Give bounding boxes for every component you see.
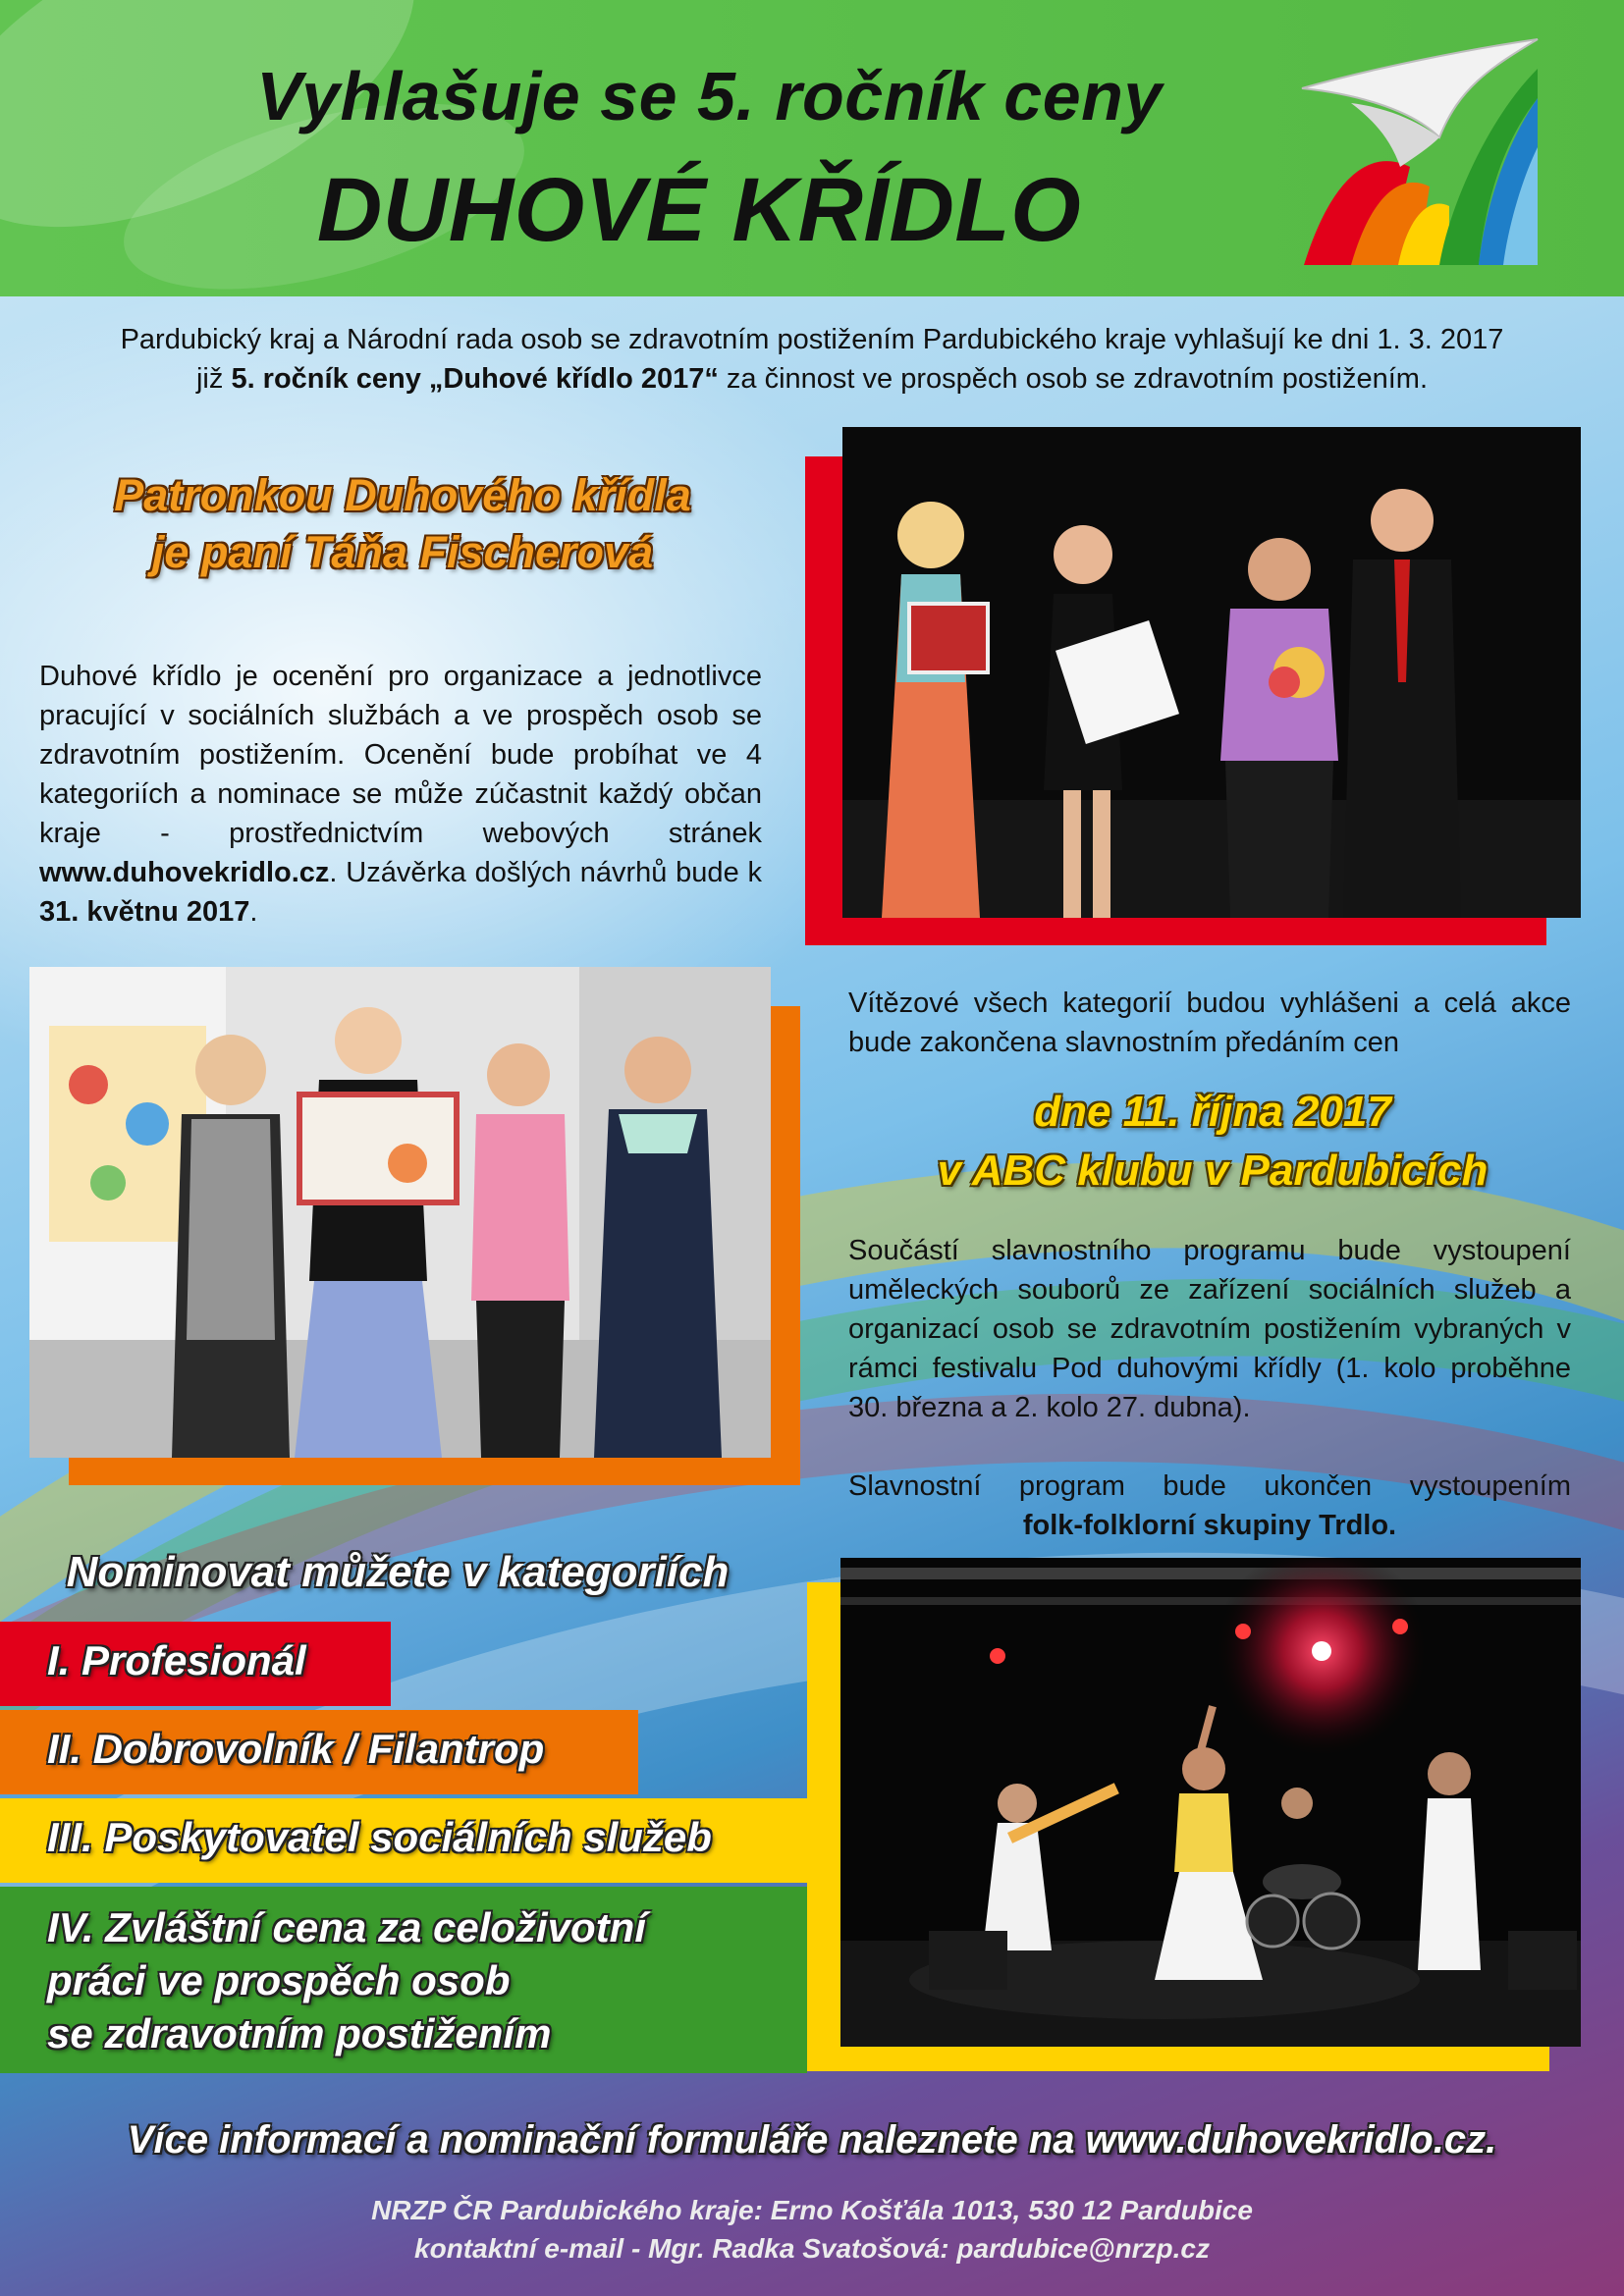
footer-contact: kontaktní e-mail - Mgr. Radka Svatošová: pardubice@nrzp.cz bbox=[414, 2233, 1210, 2264]
about-text-b: . Uzávěrka došlých návrhů bude k bbox=[329, 857, 762, 888]
concert-stage-photo bbox=[840, 1558, 1581, 2047]
header-title-line1: Vyhlašuje se 5. ročník ceny bbox=[256, 58, 1163, 134]
event-date-heading bbox=[844, 1083, 1581, 1201]
program-text: Součástí slavnostního programu bude vystoupení uměleckých souborů ze zařízení sociálních služeb a organizací osob se zdravotním postižením vybraných v rámci festivalu Pod duhovými křídly (1. kolo proběhne 30. března a 2. kolo 27. dubna). bbox=[848, 1235, 1571, 1423]
category-zvlastni-cena-line1: IV. Zvláštní cena za celoživotní bbox=[47, 1904, 647, 1950]
intro-line2-pre: již bbox=[195, 363, 232, 395]
category-profesional-label: I. Profesionál bbox=[47, 1637, 306, 1683]
intro-line2-post: za činnost ve prospěch osob se zdravotním postižením. bbox=[718, 363, 1428, 395]
category-poskytovatel-label: III. Poskytovatel sociálních služeb bbox=[47, 1814, 712, 1860]
intro-line1: Pardubický kraj a Národní rada osob se zdravotním postižením Pardubického kraje vyhlašují ke dni 1. 3. 2017 bbox=[120, 324, 1504, 355]
about-deadline: 31. květnu 2017 bbox=[39, 896, 250, 928]
intro-line2-bold: 5. ročník ceny „Duhové křídlo 2017“ bbox=[231, 363, 719, 395]
award-ceremony-illustration bbox=[842, 427, 1581, 918]
patron-heading-line2: je paní Táňa Fischerová bbox=[151, 527, 654, 577]
footer-info: Více informací a nominační formuláře naleznete na www.duhovekridlo.cz. bbox=[127, 2118, 1497, 2162]
event-date-line1: dne 11. října 2017 bbox=[1034, 1088, 1391, 1136]
header-banner bbox=[0, 0, 1624, 296]
concert-stage-illustration bbox=[840, 1558, 1581, 2047]
category-dobrovolnik-label: II. Dobrovolník / Filantrop bbox=[47, 1726, 545, 1772]
intro-line2 bbox=[29, 359, 1595, 399]
about-text-a: Duhové křídlo je ocenění pro organizace a jednotlivce pracující v sociálních službách a ve prospěch osob se zdravotním postižením. Ocenění bude probíhat ve 4 kategoriích a nominace se může zúčastnit každý občan kraje - prostřednictvím webových stránek bbox=[39, 661, 762, 849]
category-poskytovatel bbox=[0, 1798, 817, 1883]
group-certificate-photo bbox=[29, 967, 771, 1458]
program-closing-a: Slavnostní program bude ukončen vystoupením bbox=[848, 1470, 1571, 1502]
award-ceremony-photo bbox=[842, 427, 1581, 918]
about-text bbox=[39, 657, 762, 932]
header-title-line2: DUHOVÉ KŘÍDLO bbox=[316, 160, 1082, 260]
category-zvlastni-cena-line2: práci ve prospěch osob bbox=[47, 1957, 511, 2003]
category-dobrovolnik bbox=[0, 1710, 638, 1794]
about-text-c: . bbox=[249, 896, 258, 928]
category-zvlastni-cena-line3: se zdravotním postižením bbox=[47, 2010, 552, 2056]
rainbow-wing-logo-icon bbox=[1292, 29, 1547, 270]
patron-heading bbox=[29, 467, 776, 581]
nominate-heading: Nominovat můžete v kategoriích bbox=[66, 1548, 730, 1596]
event-date-line2: v ABC klubu v Pardubicích bbox=[937, 1147, 1489, 1195]
program-closing bbox=[848, 1467, 1571, 1545]
program-closing-band: folk-folklorní skupiny Trdlo. bbox=[1022, 1510, 1397, 1541]
intro-text bbox=[29, 320, 1595, 399]
category-zvlastni-cena bbox=[0, 1887, 807, 2073]
category-profesional bbox=[0, 1622, 391, 1706]
program-closing-b bbox=[848, 1506, 1571, 1545]
about-website-link[interactable]: www.duhovekridlo.cz bbox=[39, 857, 330, 888]
group-certificate-illustration bbox=[29, 967, 771, 1458]
patron-heading-line1: Patronkou Duhového křídla bbox=[114, 470, 691, 520]
footer-address: NRZP ČR Pardubického kraje: Erno Košťála 1013, 530 12 Pardubice bbox=[371, 2195, 1253, 2225]
winners-text: Vítězové všech kategorií budou vyhlášeni a celá akce bude zakončena slavnostním předáním cen bbox=[848, 988, 1571, 1058]
